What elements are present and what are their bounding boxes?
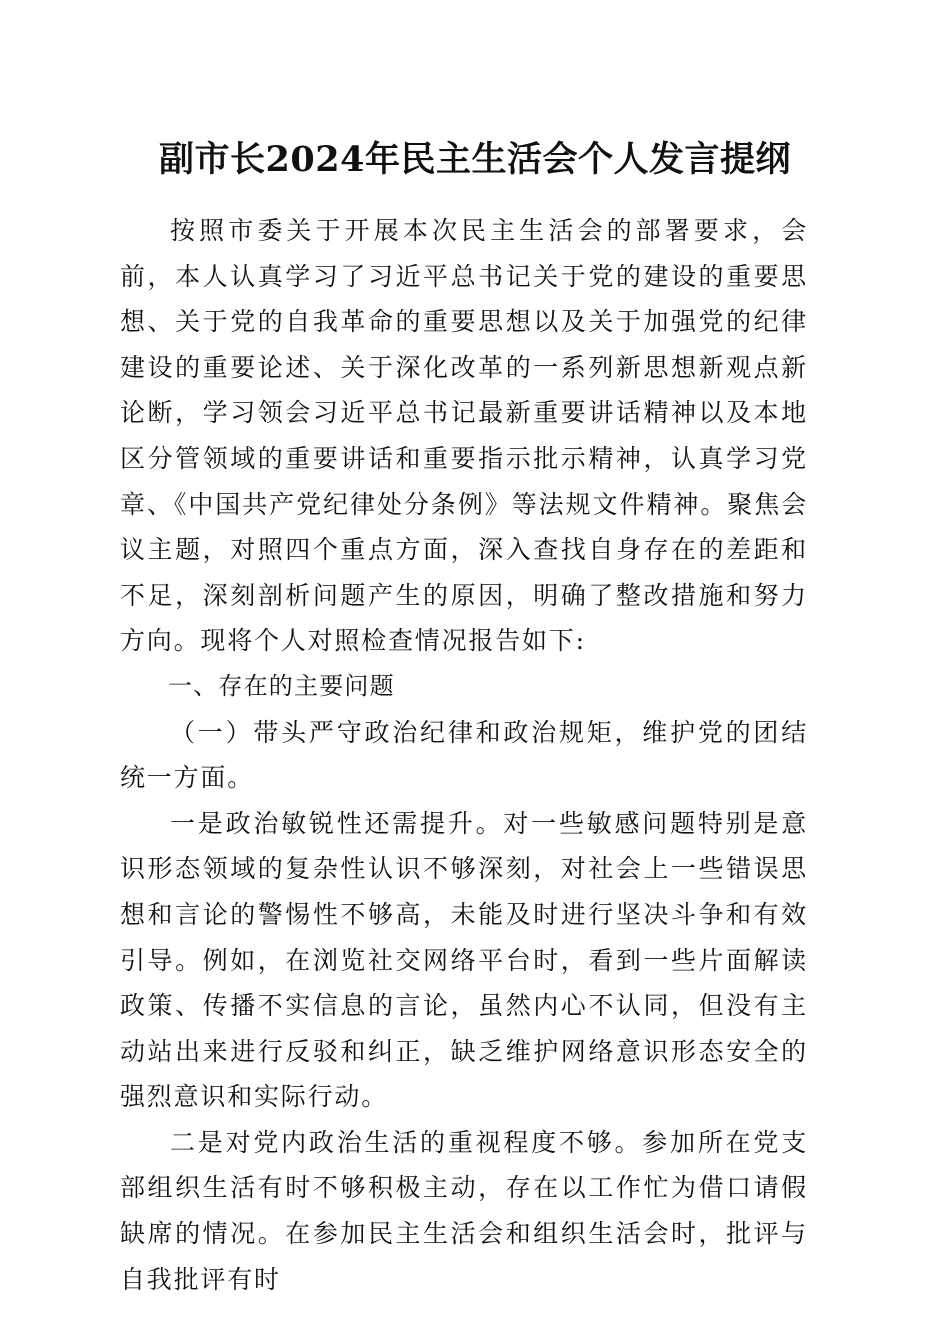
intro-paragraph: 按照市委关于开展本次民主生活会的部署要求，会前，本人认真学习了习近平总书记关于党的建设的重要思想、关于党的自我革命的重要思想以及关于加强党的纪律建设的重要论述、关于深化改革的一系列新思想新观点新论断，学习领会习近平总书记最新重要讲话精神以及本地区分管领域的重要讲话和重要指示批示精神，认真学习党章、《中国共产党纪律处分条例》等法规文件精神。聚焦会议主题，对照四个重点方面，深入查找自身存在的差距和不足，深刻剖析问题产生的原因，明确了整改措施和努力方向。现将个人对照检查情况报告如下: bbox=[120, 216, 808, 656]
document-title: 副市长2024年民主生活会个人发言提纲 bbox=[159, 139, 791, 180]
subsection-heading: （一）带头严守政治纪律和政治规矩，维护党的团结统一方面。 bbox=[120, 717, 808, 793]
problem-paragraph-2: 二是对党内政治生活的重视程度不够。参加所在党支部组织生活有时不够积极主动，存在以工作忙为借口请假缺席的情况。在参加民主生活会和组织生活会时，批评与自我批评有时 bbox=[120, 1127, 808, 1294]
problem-paragraph-1: 一是政治敏锐性还需提升。对一些敏感问题特别是意识形态领域的复杂性认识不够深刻，对社会上一些错误思想和言论的警惕性不够高，未能及时进行坚决斗争和有效引导。例如，在浏览社交网络平台时，看到一些片面解读政策、传播不实信息的言论，虽然内心不认同，但没有主动站出来进行反驳和纠正，缺乏维护网络意识形态安全的强烈意识和实际行动。 bbox=[120, 808, 808, 1112]
document-body bbox=[120, 208, 808, 1302]
section-heading: 一、存在的主要问题 bbox=[168, 671, 395, 700]
